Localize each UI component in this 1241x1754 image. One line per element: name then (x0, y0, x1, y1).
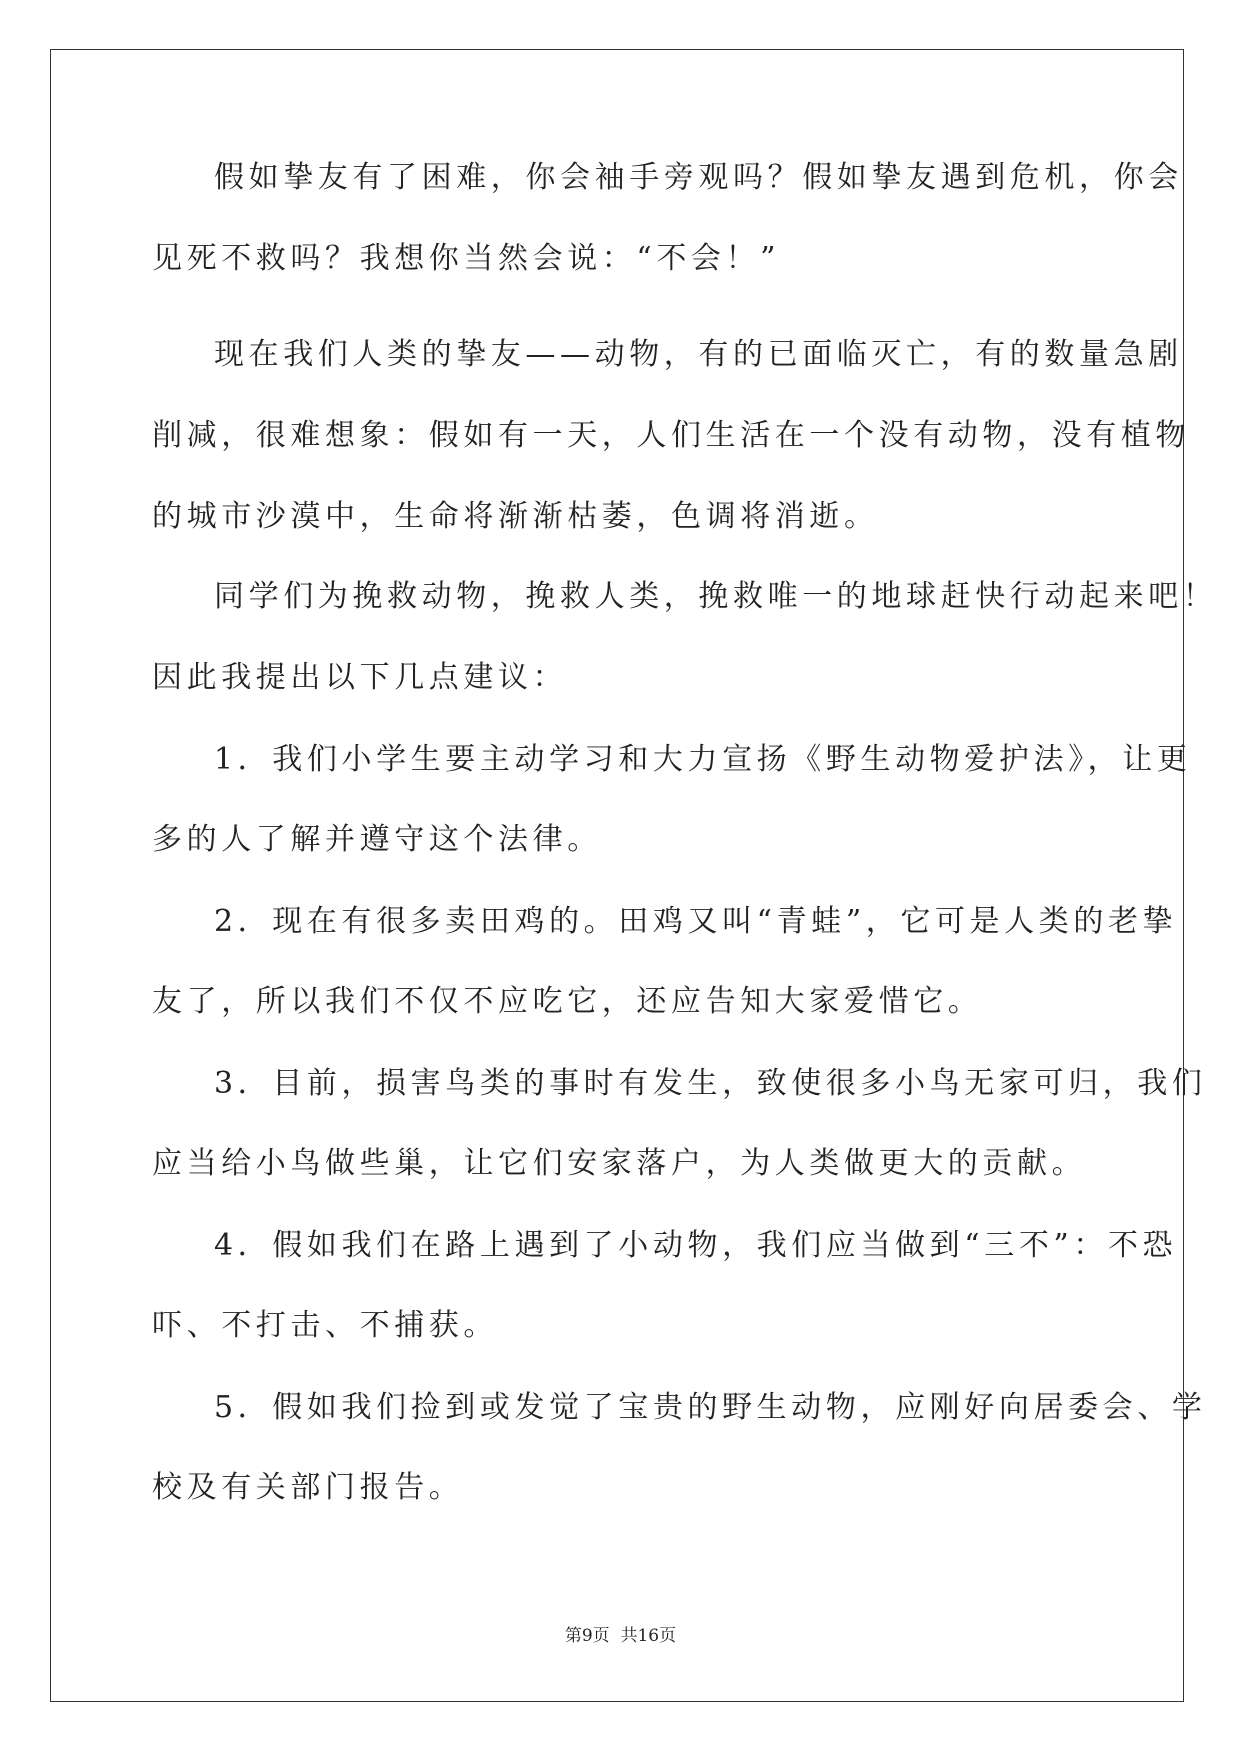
text-line: 削减，很难想象：假如有一天，人们生活在一个没有动物，没有植物 (152, 418, 1190, 453)
text-line: 1．我们小学生要主动学习和大力宣扬《野生动物爱护法》，让更 (214, 742, 1192, 777)
text-line: 友了，所以我们不仅不应吃它，还应告知大家爱惜它。 (152, 984, 983, 1019)
text-line: 吓、不打击、不捕获。 (152, 1308, 498, 1343)
page-footer (0, 1621, 1241, 1646)
page-border (50, 49, 1184, 1702)
text-line: 现在我们人类的挚友——动物，有的已面临灭亡，有的数量急剧 (214, 337, 1183, 372)
text-line: 2．现在有很多卖田鸡的。田鸡又叫“青蛙”，它可是人类的老挚 (214, 904, 1178, 939)
text-line: 同学们为挽救动物，挽救人类，挽救唯一的地球赶快行动起来吧！ (214, 579, 1218, 614)
text-line: 应当给小鸟做些巢，让它们安家落户，为人类做更大的贡献。 (152, 1146, 1087, 1181)
text-line: 见死不救吗？我想你当然会说：“不会！” (152, 241, 781, 276)
text-line: 因此我提出以下几点建议： (152, 660, 568, 695)
text-line: 5．假如我们捡到或发觉了宝贵的野生动物，应刚好向居委会、学 (214, 1390, 1207, 1425)
text-line: 假如挚友有了困难，你会袖手旁观吗？假如挚友遇到危机，你会 (214, 160, 1183, 195)
text-line: 多的人了解并遵守这个法律。 (152, 822, 602, 857)
page-number: 第9页 共16页 (564, 1626, 677, 1646)
text-line: 3．目前，损害鸟类的事时有发生，致使很多小鸟无家可归，我们 (214, 1066, 1207, 1101)
text-line: 的城市沙漠中，生命将渐渐枯萎，色调将消逝。 (152, 499, 879, 534)
text-line: 校及有关部门报告。 (152, 1470, 464, 1505)
text-line: 4．假如我们在路上遇到了小动物，我们应当做到“三不”：不恐 (214, 1228, 1178, 1263)
